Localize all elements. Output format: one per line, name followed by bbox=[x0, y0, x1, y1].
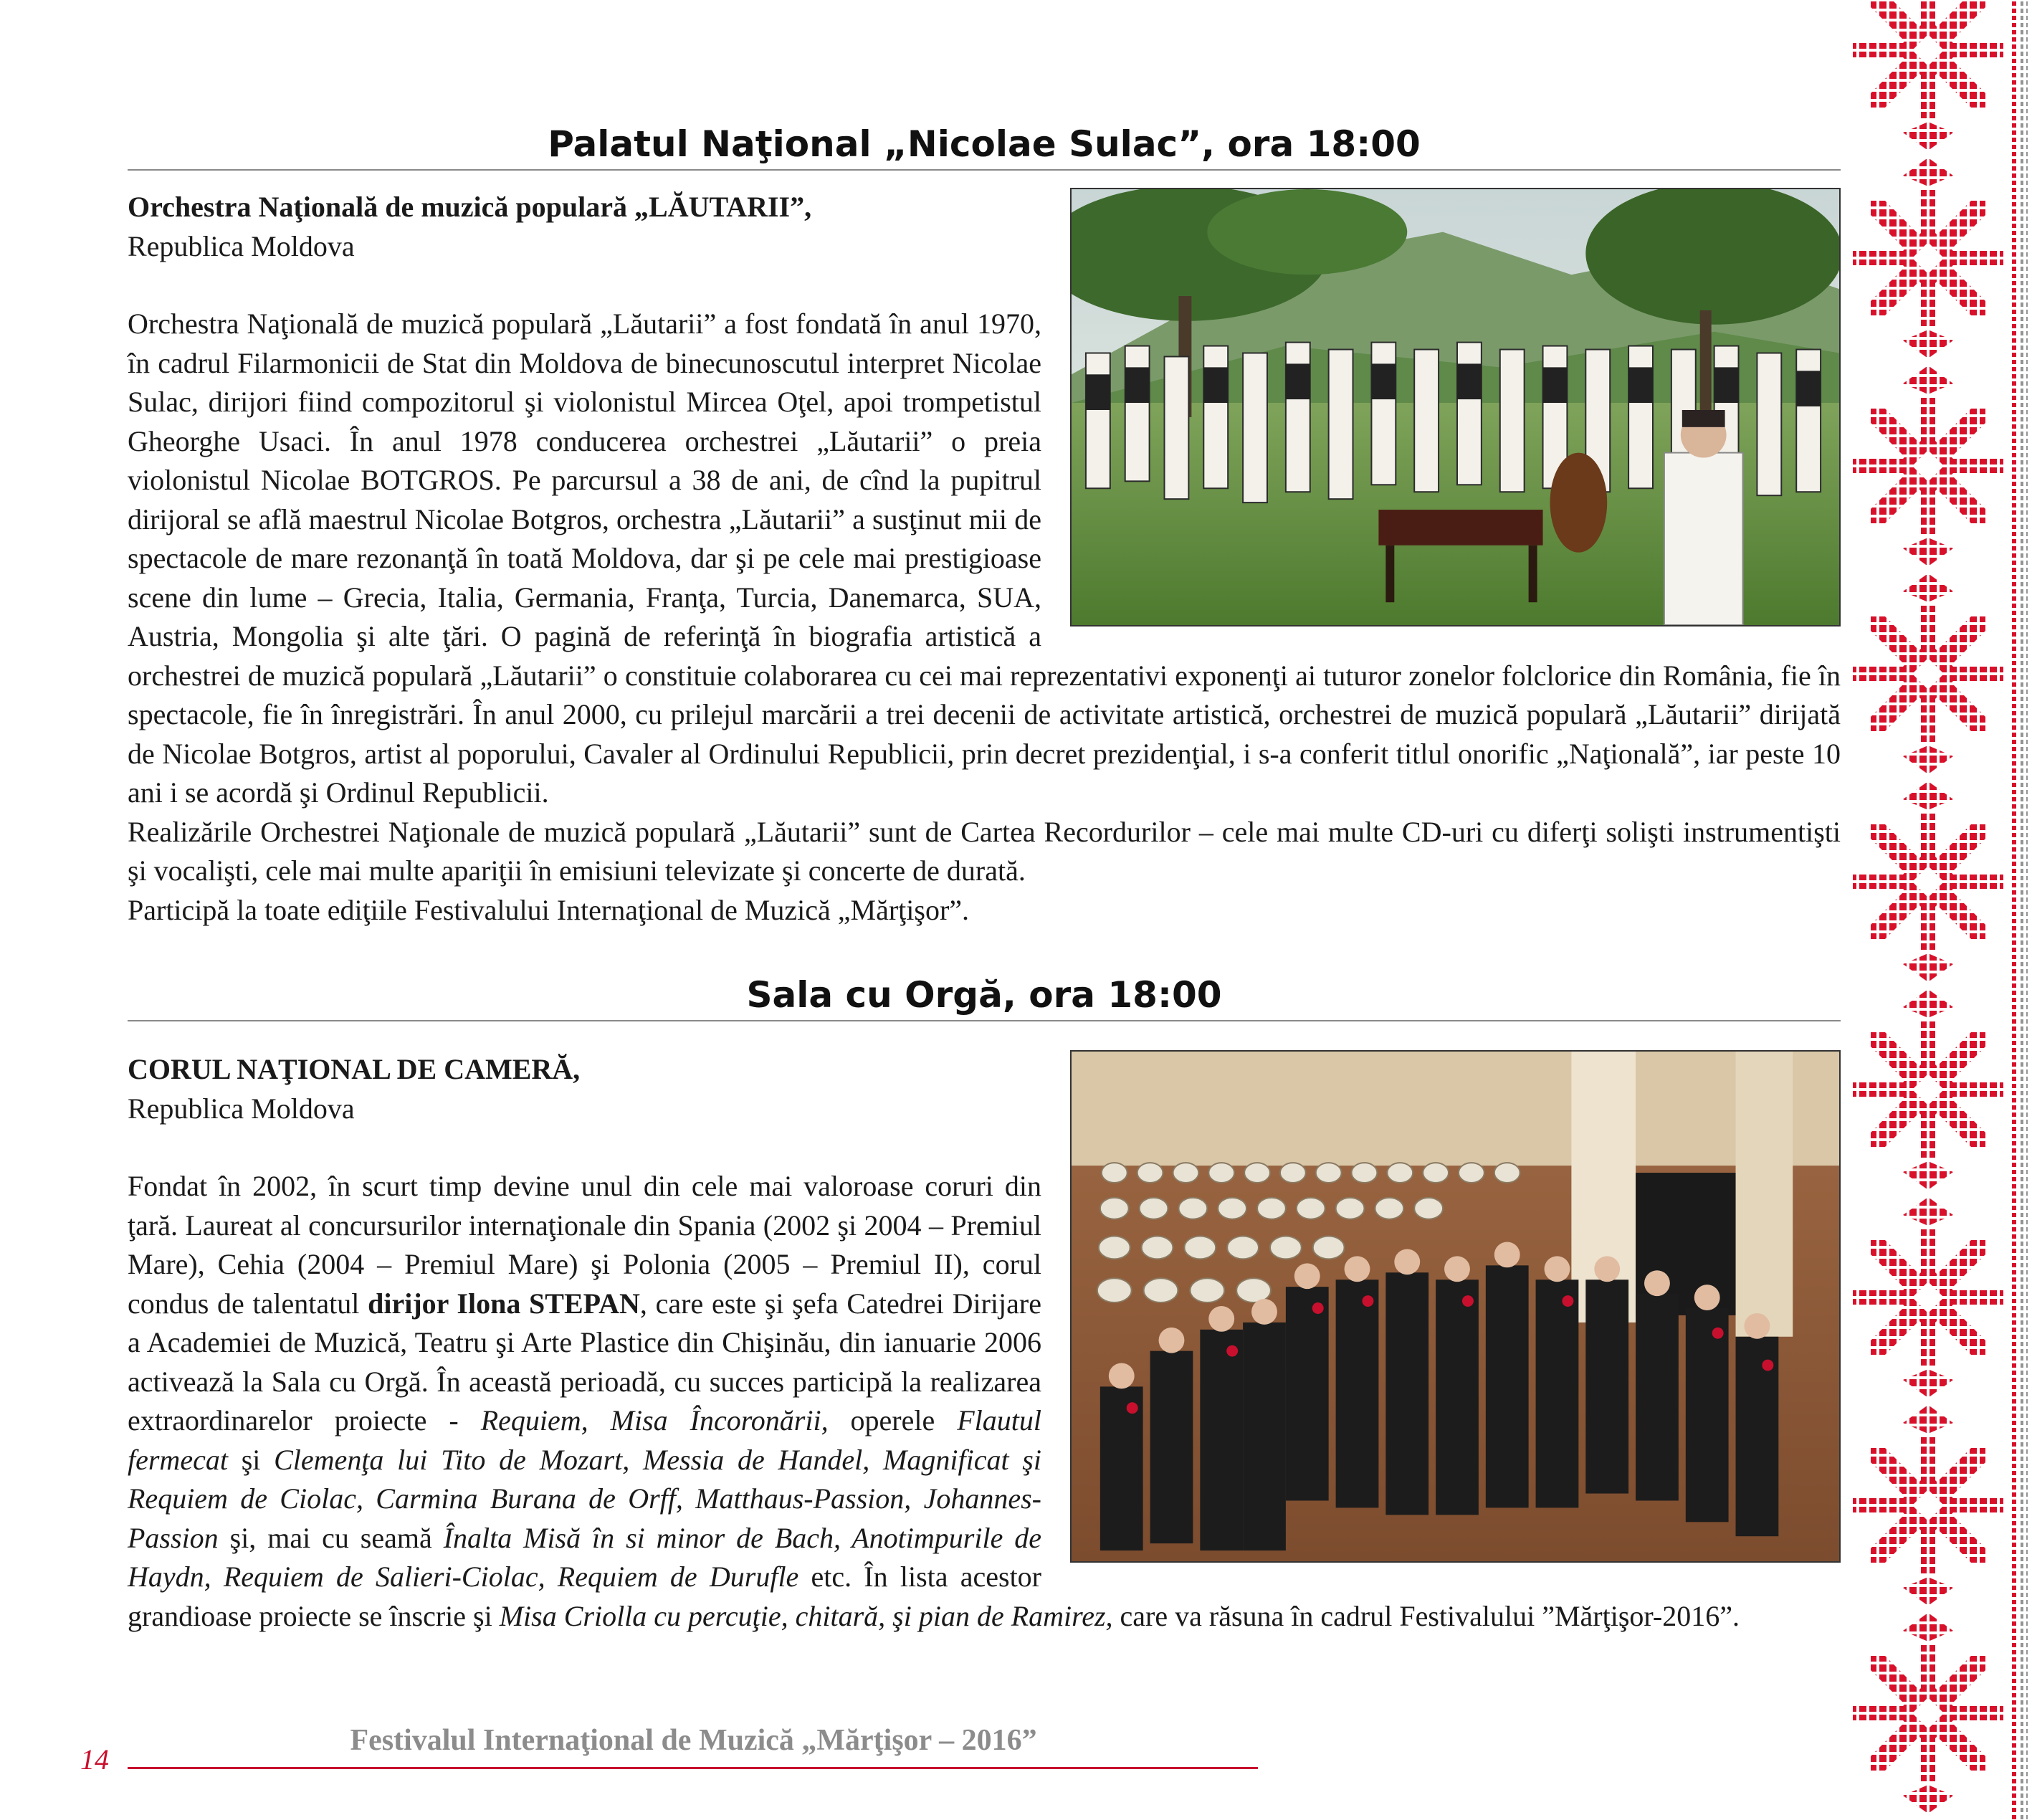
orchestra-paragraph-2: Realizările Orchestrei Naţionale de muzică populară „Lăutarii” sunt de Cartea Recordurilor – cele mai multe CD-uri cu diferţi solişti instrumentişti şi vocalişti, cele mai multe apariţii în emisiuni televizate şi concerte de durată. bbox=[128, 815, 1841, 887]
page-number: 14 bbox=[80, 1743, 109, 1776]
section-divider bbox=[128, 1020, 1841, 1021]
section-choir bbox=[128, 1050, 1841, 1636]
choir-country: Republica Moldova bbox=[128, 1092, 355, 1125]
folk-embroidery-border bbox=[1853, 0, 2032, 1820]
orchestra-paragraph-3: Participă la toate ediţiile Festivalului Internaţional de Muzică „Mărţişor”. bbox=[128, 893, 970, 926]
orchestra-paragraph-1: Orchestra Naţională de muzică populară „Lăutarii” a fost fondată în anul 1970, în cadrul Filarmonicii de Stat din Moldova de binecunoscutul interpret Nicolae Sulac, dirijori fiind compozitorul şi violonistul Mircea Oţel, apoi trompetistul Gheorghe Usaci. În anul 1978 conducerea orchestrei „Lăutarii” o preia violonistul Nicolae BOTGROS. Pe parcursul a 38 de ani, de cînd la pupitrul dirijoral se află maestrul Nicolae Botgros, orchestra „Lăutarii” a susţinut mii de spectacole de mare rezonanţă în toată Moldova, dar şi pe cele mai prestigioase scene din lume – Grecia, Italia, Germania, Franţa, Turcia, Danemarca, SUA, Austria, Mongolia şi alte ţări. O pagină de referinţă în biografia artistică a orchestrei de muzică populară „Lăutarii” o constituie colaborarea cu cei mai reprezentativi exponenţi ai tuturor zonelor folclorice din România, fie în spectacole, fie în înregistrări. În anul 2000, cu prilejul marcării a trei decenii de activitate artistică, orchestrei de muzică populară „Lăutarii” dirijată de Nicolae Botgros, artist al poporului, Cavaler al Ordinului Republicii, prin decret prezidenţial, i s-a conferit titlul onorific „Naţională”, iar peste 10 ani i se acordă şi Ordinul Republicii. bbox=[128, 308, 1841, 809]
orchestra-country: Republica Moldova bbox=[128, 229, 355, 262]
footer-divider bbox=[128, 1767, 1258, 1769]
orchestra-name: Orchestra Naţională de muzică populară „LĂUTARII”, bbox=[128, 191, 812, 223]
section-divider bbox=[128, 169, 1841, 171]
choir-paragraph: Fondat în 2002, în scurt timp devine unul din cele mai valoroase coruri din ţară. Laureat al concursurilor internaţionale din Spania (2002 şi 2004 – Premiul Mare), Cehia (2004 – Premiul Mare) şi Polonia (2005 – Premiul II), corul condus de talentatul dirijor Ilona STEPAN, care este şi şefa Catedrei Dirijare a Academiei de Muzică, Teatru şi Arte Plastice din Chişinău, din ianuarie 2006 activează la Sala cu Orgă. În această perioadă, cu succes participă la realizarea extraordinarelor proiecte - Requiem, Misa Încoronării, operele Flautul fermecat şi Clemenţa lui Tito de Mozart, Messia de Handel, Magnificat şi Requiem de Ciolac, Carmina Burana de Orff, Matthaus-Passion, Johannes-Passion şi, mai cu seamă Înalta Misă în si minor de Bach, Anotimpurile de Haydn, Requiem de Salieri-Ciolac, Requiem de Durufle etc. În lista acestor grandioase proiecte se înscrie şi Misa Criolla cu percuţie, chitară, şi pian de Ramirez, care va răsuna în cadrul Festivalului ”Mărţişor-2016”. bbox=[128, 1170, 1740, 1632]
choir-name: CORUL NAŢIONAL DE CAMERĂ, bbox=[128, 1053, 581, 1085]
conductor-name: dirijor Ilona STEPAN bbox=[368, 1287, 640, 1320]
choir-photo bbox=[1070, 1050, 1841, 1563]
orchestra-photo bbox=[1070, 188, 1841, 626]
section-orchestra bbox=[128, 188, 1841, 930]
section-title-palatul: Palatul Naţional „Nicolae Sulac”, ora 18:00 bbox=[548, 123, 1421, 165]
section-title-sala: Sala cu Orgă, ora 18:00 bbox=[746, 974, 1222, 1016]
footer-festival-title: Festivalul Internaţional de Muzică „Mărţişor – 2016” bbox=[350, 1724, 1037, 1757]
